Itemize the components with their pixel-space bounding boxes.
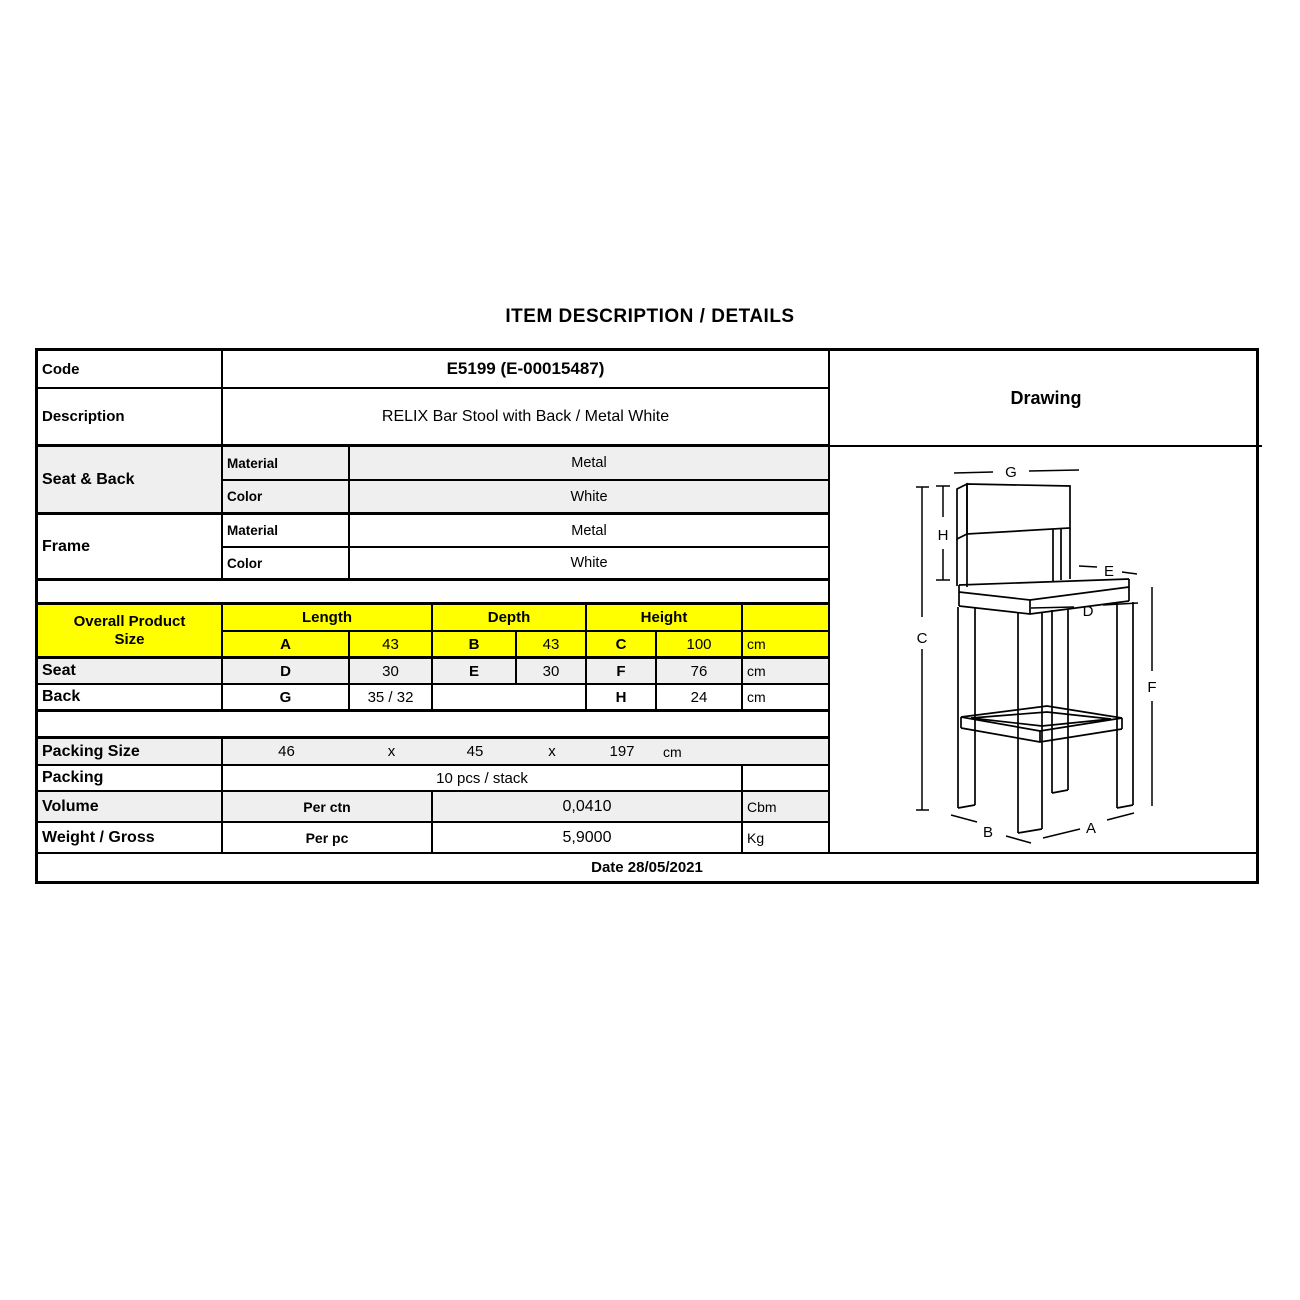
size-section-label-line2: Size [114, 630, 145, 648]
frame-color-label: Color [223, 548, 350, 581]
stool-backrest [957, 484, 1070, 587]
seat-depth-value: 30 [517, 659, 587, 685]
description-value: RELIX Bar Stool with Back / Metal White [223, 389, 828, 447]
overall-height-value: 100 [657, 632, 743, 659]
back-length-value: 35 / 32 [350, 685, 433, 712]
frame-material-value: Metal [350, 515, 828, 548]
volume-value: 0,0410 [433, 792, 743, 823]
volume-label: Volume [38, 792, 223, 823]
volume-basis: Per ctn [223, 792, 433, 823]
back-unit: cm [743, 685, 828, 712]
dim-label-b: B [982, 824, 994, 841]
weight-label: Weight / Gross [38, 823, 223, 852]
back-depth-empty [433, 685, 587, 712]
seat-height-value: 76 [657, 659, 743, 685]
frame-label: Frame [38, 515, 223, 581]
overall-height-key: C [587, 632, 657, 659]
seat-back-material-label: Material [223, 447, 350, 481]
seat-back-label: Seat & Back [38, 447, 223, 515]
weight-unit: Kg [747, 829, 765, 846]
weight-value: 5,9000 [433, 823, 743, 852]
header-height: Height [587, 605, 743, 632]
packing-size-label: Packing Size [38, 739, 223, 766]
code-value: E5199 (E-00015487) [223, 351, 828, 389]
drawing-panel [828, 351, 1262, 852]
dim-label-c: C [916, 630, 928, 647]
page-title: ITEM DESCRIPTION / DETAILS [505, 306, 795, 327]
item-details-table [35, 348, 1259, 884]
overall-length-key: A [223, 632, 350, 659]
packing-size-sep2: x [548, 743, 556, 760]
packing-size-v1: 46 [278, 743, 295, 760]
packing-unit-empty [743, 766, 828, 792]
packing-size-v2: 45 [466, 743, 484, 760]
packing-size-unit: cm [663, 743, 682, 760]
spacer-row [38, 581, 828, 605]
size-section-label-line1: Overall Product [73, 613, 186, 631]
stool-seat [959, 579, 1129, 614]
header-unit-empty [743, 605, 828, 632]
dim-label-a: A [1085, 820, 1097, 837]
seat-unit: cm [743, 659, 828, 685]
header-depth: Depth [433, 605, 587, 632]
back-height-key: H [587, 685, 657, 712]
seat-back-color-value: White [350, 481, 828, 515]
drawing-header: Drawing [830, 351, 1262, 447]
packing-value: 10 pcs / stack [223, 766, 743, 792]
weight-basis: Per pc [223, 823, 433, 852]
packing-label: Packing [38, 766, 223, 792]
dim-label-h: H [937, 527, 949, 544]
frame-color-value: White [350, 548, 828, 581]
overall-unit: cm [743, 632, 828, 659]
back-height-value: 24 [657, 685, 743, 712]
packing-size-values [223, 739, 828, 766]
overall-length-value: 43 [350, 632, 433, 659]
dim-label-g: G [1005, 464, 1017, 481]
date-text: Date 28/05/2021 [591, 859, 703, 876]
back-length-key: G [223, 685, 350, 712]
seat-depth-key: E [433, 659, 517, 685]
header-length: Length [223, 605, 433, 632]
seat-length-value: 30 [350, 659, 433, 685]
seat-back-color-label: Color [223, 481, 350, 515]
overall-depth-value: 43 [517, 632, 587, 659]
seat-height-key: F [587, 659, 657, 685]
dim-label-f: F [1147, 679, 1157, 696]
dim-label-e: E [1103, 563, 1115, 580]
seat-row-label: Seat [38, 659, 223, 685]
packing-size-v3: 197 [609, 743, 635, 760]
seat-back-material-value: Metal [350, 447, 828, 481]
drawing-body [830, 447, 1262, 852]
packing-size-sep1: x [387, 743, 396, 760]
bar-stool-drawing [830, 447, 1262, 852]
code-label: Code [38, 351, 223, 389]
frame-material-label: Material [223, 515, 350, 548]
dim-label-d: D [1082, 603, 1094, 620]
spacer-row [38, 712, 828, 739]
back-row-label: Back [38, 685, 223, 712]
seat-length-key: D [223, 659, 350, 685]
date-row [38, 852, 1256, 881]
overall-depth-key: B [433, 632, 517, 659]
spec-grid [38, 351, 828, 852]
volume-unit: Cbm [743, 792, 828, 823]
description-label: Description [38, 389, 223, 447]
